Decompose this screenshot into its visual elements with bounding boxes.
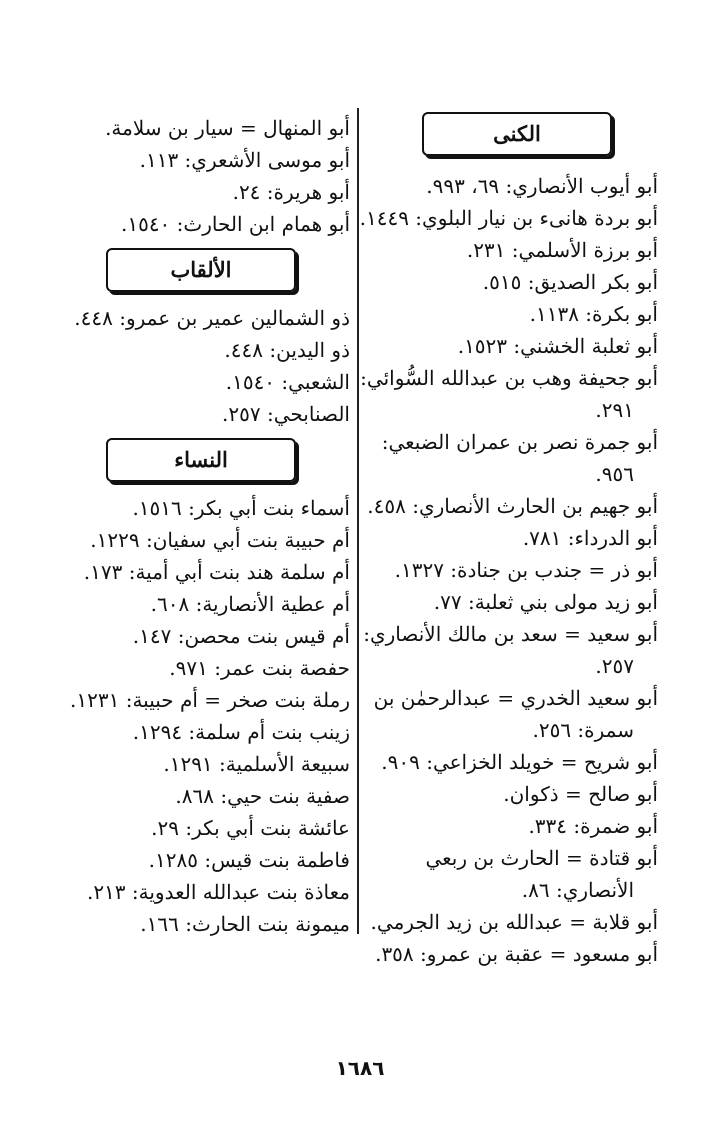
section-heading-alqab: الألقاب <box>106 248 296 292</box>
index-entry: أبو قتادة = الحارث بن ربعي <box>425 846 658 870</box>
index-entry: أبو ذر = جندب بن جنادة: ١٣٢٧. <box>394 558 658 582</box>
index-entry: ميمونة بنت الحارث: ١٦٦. <box>140 912 350 936</box>
index-entry: زينب بنت أم سلمة: ١٢٩٤. <box>132 720 350 744</box>
index-entry: فاطمة بنت قيس: ١٢٨٥. <box>148 848 350 872</box>
index-entry: معاذة بنت عبدالله العدوية: ٢١٣. <box>86 880 350 904</box>
index-entry: أبو بكر الصديق: ٥١٥. <box>482 270 658 294</box>
index-entry: أبو قلابة = عبدالله بن زيد الجرمي. <box>370 910 658 934</box>
index-entry: أبو ضمرة: ٣٣٤. <box>528 814 658 838</box>
index-entry-continuation: سمرة: ٢٥٦. <box>532 718 634 742</box>
section-heading-kuna: الكنى <box>422 112 612 156</box>
index-entry-continuation: ٢٥٧. <box>595 654 634 678</box>
index-entry: أم عطية الأنصارية: ٦٠٨. <box>150 592 350 616</box>
index-entry: حفصة بنت عمر: ٩٧١. <box>169 656 350 680</box>
section-heading-nisa: النساء <box>106 438 296 482</box>
index-entry: أبو بكرة: ١١٣٨. <box>529 302 658 326</box>
index-entry: ذو الشمالين عمير بن عمرو: ٤٤٨. <box>74 306 350 330</box>
page-number: ١٦٨٦ <box>335 1056 385 1080</box>
index-entry: أبو الدرداء: ٧٨١. <box>522 526 658 550</box>
index-entry: أبو موسى الأشعري: ١١٣. <box>139 148 350 172</box>
index-entry: أبو هريرة: ٢٤. <box>232 180 350 204</box>
index-entry: الصنابحي: ٢٥٧. <box>222 402 350 426</box>
index-entry: أبو زيد مولى بني ثعلبة: ٧٧. <box>433 590 658 614</box>
index-entry: ذو اليدين: ٤٤٨. <box>224 338 350 362</box>
index-entry-continuation: ٩٥٦. <box>595 462 634 486</box>
left-column <box>70 112 350 940</box>
index-entry: أم سلمة هند بنت أبي أمية: ١٧٣. <box>83 560 350 584</box>
index-entry: الشعبي: ١٥٤٠. <box>225 370 350 394</box>
index-entry: أبو ثعلبة الخشني: ١٥٢٣. <box>457 334 658 358</box>
right-column <box>359 108 658 970</box>
index-entry: أبو سعيد = سعد بن مالك الأنصاري: <box>363 622 658 646</box>
index-entry: أبو همام ابن الحارث: ١٥٤٠. <box>120 212 350 236</box>
index-entry: رملة بنت صخر = أم حبيبة: ١٢٣١. <box>70 688 350 712</box>
index-entry: صفية بنت حيي: ٨٦٨. <box>175 784 350 808</box>
index-entry: عائشة بنت أبي بكر: ٢٩. <box>151 816 350 840</box>
column-divider <box>357 108 359 934</box>
index-entry-continuation: ٢٩١. <box>595 398 634 422</box>
index-entry: أبو شريح = خويلد الخزاعي: ٩٠٩. <box>381 750 658 774</box>
index-entry: أبو مسعود = عقبة بن عمرو: ٣٥٨. <box>375 942 658 966</box>
index-entry: أبو سعيد الخدري = عبدالرحمٰن بن <box>373 686 658 710</box>
index-entry-continuation: الأنصاري: ٨٦. <box>521 878 634 902</box>
index-entry: أسماء بنت أبي بكر: ١٥١٦. <box>132 496 350 520</box>
index-entry: أبو أيوب الأنصاري: ٦٩، ٩٩٣. <box>426 174 658 198</box>
index-entry: أبو برزة الأسلمي: ٢٣١. <box>466 238 658 262</box>
index-entry: أم قيس بنت محصن: ١٤٧. <box>132 624 350 648</box>
index-entry: أبو صالح = ذكوان. <box>503 782 658 806</box>
index-entry: أبو المنهال = سيار بن سلامة. <box>105 116 350 140</box>
index-entry: أبو جحيفة وهب بن عبدالله السُّوائي: <box>360 366 658 390</box>
index-entry: أبو بردة هانىء بن نيار البلوي: ١٤٤٩. <box>359 206 658 230</box>
index-entry: سبيعة الأسلمية: ١٢٩١. <box>163 752 350 776</box>
index-entry: أبو جمرة نصر بن عمران الضبعي: <box>381 430 658 454</box>
index-entry: أم حبيبة بنت أبي سفيان: ١٢٢٩. <box>90 528 350 552</box>
index-entry: أبو جهيم بن الحارث الأنصاري: ٤٥٨. <box>367 494 658 518</box>
